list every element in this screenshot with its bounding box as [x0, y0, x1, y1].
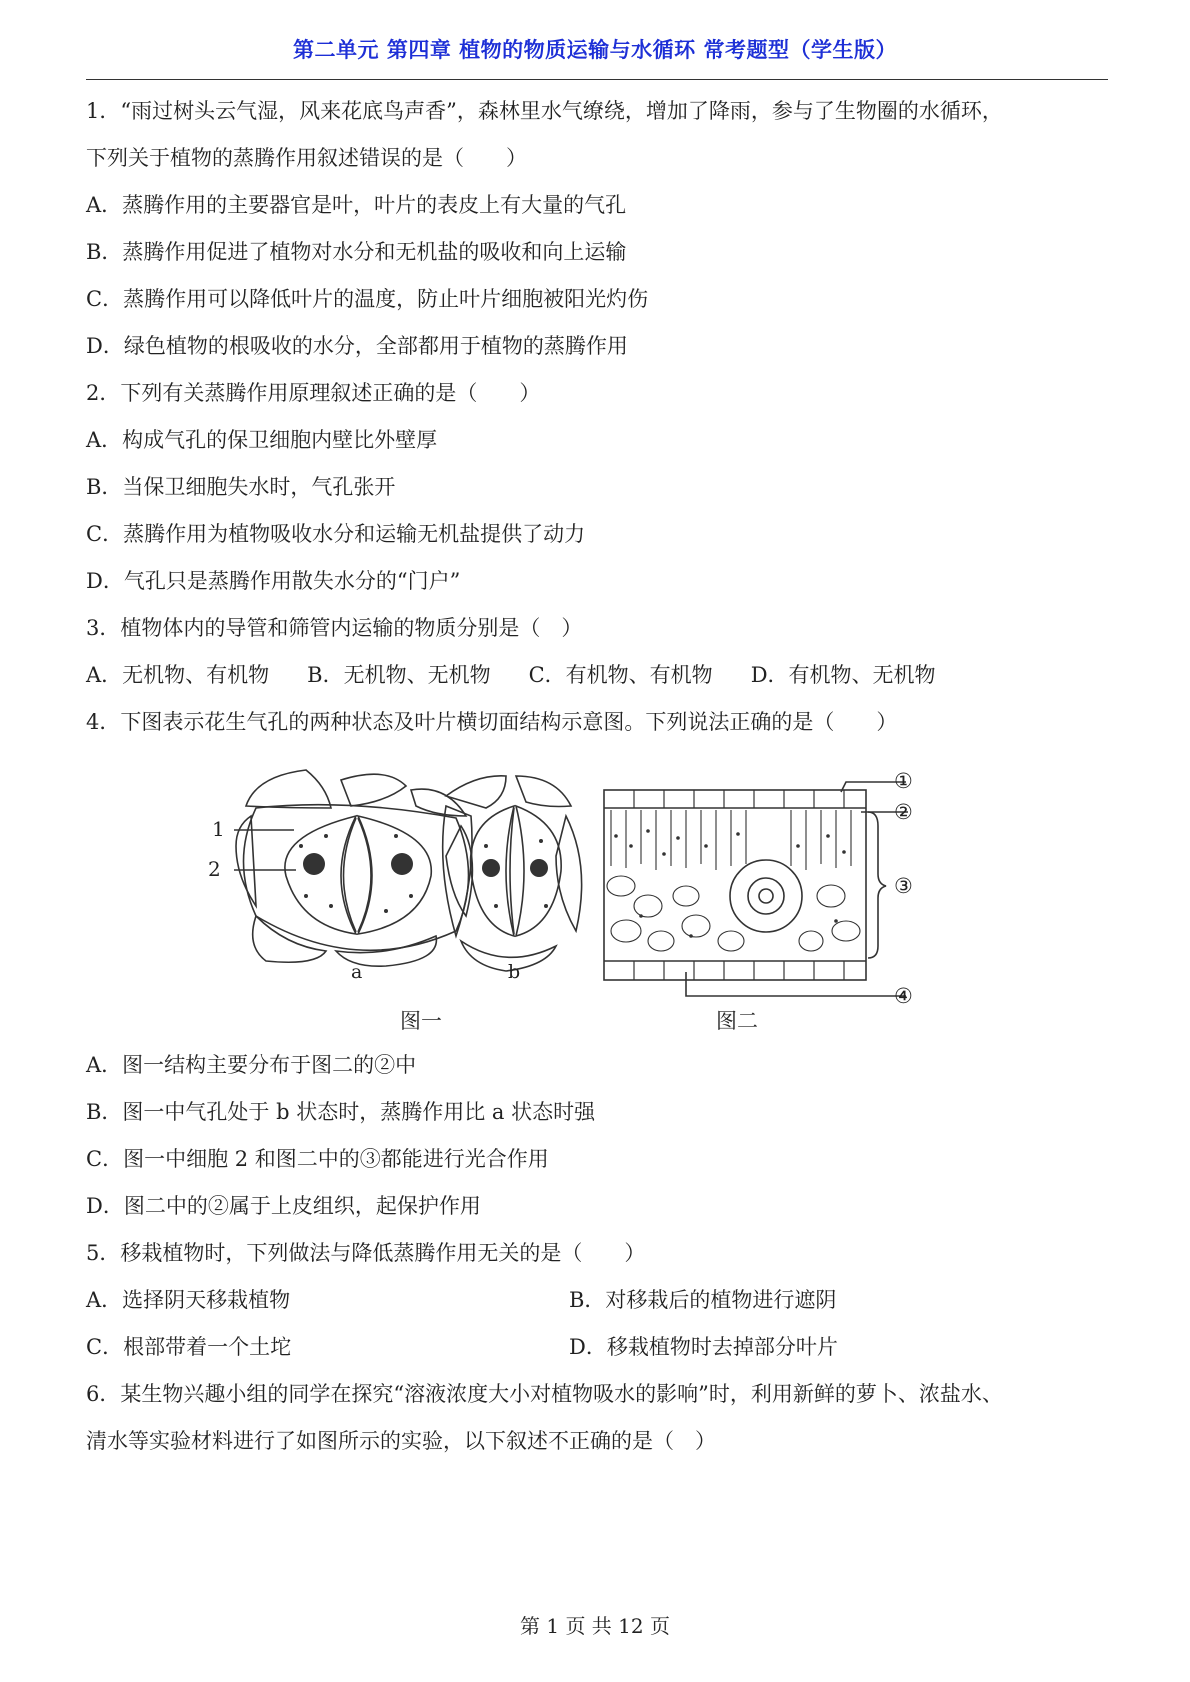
fig1-label-2: 2	[208, 857, 221, 881]
page-title: 第二单元 第四章 植物的物质运输与水循环 常考题型（学生版）	[293, 38, 897, 62]
fig1-sublabel-a: a	[351, 961, 363, 983]
nucleus-b-right	[530, 859, 548, 877]
leaf-structure-diagram	[86, 746, 1116, 1042]
q3-option-b: B．无机物、无机物	[307, 663, 491, 687]
q1-stem-line-1: 1．“雨过树头云气湿，风来花底鸟声香”，森林里水气缭绕，增加了降雨，参与了生物圈的水循环，	[86, 99, 1003, 123]
q3-options-row	[86, 652, 1116, 699]
question-list	[86, 88, 1116, 1465]
page-number: 第 1 页 共 12 页	[520, 1614, 670, 1638]
header-divider	[86, 79, 1108, 80]
q3-option-d: D．有机物、无机物	[750, 663, 936, 687]
stomata-open-a	[236, 770, 472, 966]
fig2-label-3: ③	[894, 874, 913, 898]
q1-option-a: A．蒸腾作用的主要器官是叶，叶片的表皮上有大量的气孔	[86, 193, 627, 217]
fig2-label-1: ①	[894, 769, 913, 793]
q5-option-d: D．移栽植物时去掉部分叶片	[569, 1335, 838, 1359]
q1-option-d: D．绿色植物的根吸收的水分，全部都用于植物的蒸腾作用	[86, 334, 628, 358]
q2-option-c: C．蒸腾作用为植物吸收水分和运输无机盐提供了动力	[86, 522, 586, 546]
q5-options-row-1	[86, 1277, 1116, 1324]
q2-option-a: A．构成气孔的保卫细胞内壁比外壁厚	[86, 428, 438, 452]
nucleus-b-left	[482, 859, 500, 877]
fig1-sublabel-b: b	[508, 961, 521, 983]
q4-option-b: B．图一中气孔处于 b 状态时，蒸腾作用比 a 状态时强	[86, 1100, 596, 1124]
leaf-cross-section	[604, 782, 908, 996]
q4-option-a: A．图一结构主要分布于图二的②中	[86, 1053, 417, 1077]
q1-stem-line-2: 下列关于植物的蒸腾作用叙述错误的是（ ）	[86, 146, 527, 170]
q2-option-d: D．气孔只是蒸腾作用散失水分的“门户”	[86, 569, 461, 593]
q6-stem-line-1: 6．某生物兴趣小组的同学在探究“溶液浓度大小对植物吸水的影响”时，利用新鲜的萝卜、浓盐水、	[86, 1382, 1003, 1406]
q5-stem: 5．移栽植物时，下列做法与降低蒸腾作用无关的是（ ）	[86, 1241, 646, 1265]
q4-option-c: C．图一中细胞 2 和图二中的③都能进行光合作用	[86, 1147, 549, 1171]
q2-option-b: B．当保卫细胞失水时，气孔张开	[86, 475, 396, 499]
fig2-caption: 图二	[716, 1009, 758, 1033]
nucleus-a-left	[303, 853, 325, 875]
q3-option-c: C．有机物、有机物	[528, 663, 713, 687]
q4-figure	[86, 746, 1116, 1042]
q3-option-a: A．无机物、有机物	[86, 663, 270, 687]
nucleus-a-right	[391, 853, 413, 875]
q1-option-b: B．蒸腾作用促进了植物对水分和无机盐的吸收和向上运输	[86, 240, 627, 264]
fig1-label-1: 1	[212, 817, 225, 841]
q5-option-a: A．选择阴天移栽植物	[86, 1288, 291, 1312]
stomata-closed-b	[443, 776, 582, 971]
q3-stem: 3．植物体内的导管和筛管内运输的物质分别是（ ）	[86, 616, 583, 640]
q4-option-d: D．图二中的②属于上皮组织，起保护作用	[86, 1194, 481, 1218]
fig2-label-2: ②	[894, 800, 913, 824]
q6-stem-line-2: 清水等实验材料进行了如图所示的实验，以下叙述不正确的是（ ）	[86, 1429, 716, 1453]
q2-stem: 2．下列有关蒸腾作用原理叙述正确的是（ ）	[86, 381, 541, 405]
fig1-caption: 图一	[400, 1009, 442, 1033]
q1-option-c: C．蒸腾作用可以降低叶片的温度，防止叶片细胞被阳光灼伤	[86, 287, 649, 311]
q5-option-b: B．对移栽后的植物进行遮阴	[569, 1288, 837, 1312]
q4-stem: 4．下图表示花生气孔的两种状态及叶片横切面结构示意图。下列说法正确的是（ ）	[86, 710, 898, 734]
fig2-label-4: ④	[894, 984, 913, 1008]
q5-options-row-2	[86, 1324, 1116, 1371]
q5-option-c: C．根部带着一个土坨	[86, 1335, 292, 1359]
